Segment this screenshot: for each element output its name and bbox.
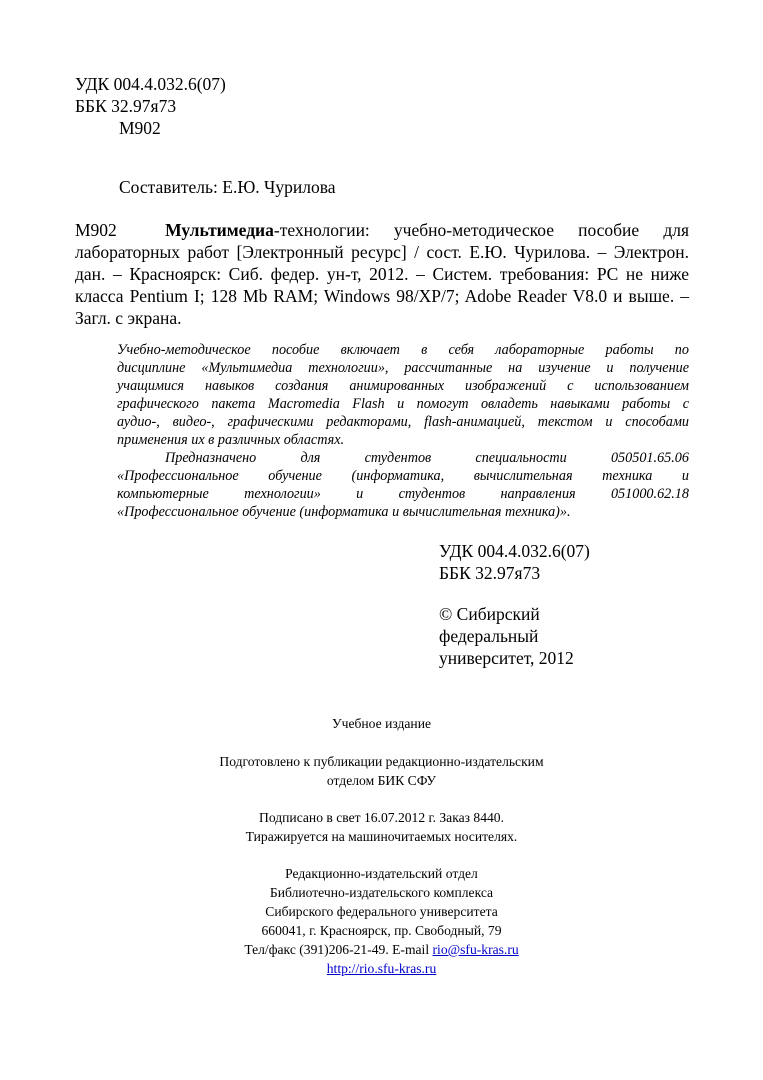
bbk-code: ББК 32.97я73 — [75, 96, 177, 116]
address: 660041, г. Красноярск, пр. Свободный, 79 — [261, 923, 502, 938]
phone-fax: Тел/факс (391)206-21-49. E-mail — [244, 942, 433, 957]
signed-info: Подписано в свет 16.07.2012 г. Заказ 8440. — [259, 810, 504, 825]
bib-title-bold: Мультимедиа — [165, 220, 274, 240]
author-mark: М902 — [119, 118, 161, 138]
prepared-line-1: Подготовлено к публикации редакционно-издательским — [219, 754, 544, 769]
bib-line-4: класса Pentium I; 128 Mb RAM; Windows 98/XP/7; Adobe Reader V8.0 и выше. – — [75, 286, 689, 306]
dept-line-3: Сибирского федерального университета — [265, 904, 498, 919]
copyright-line-1: © Сибирский — [439, 604, 540, 624]
abstract-line-4: графического пакета Macromedia Flash и помогут овладеть навыками работы с — [117, 396, 689, 412]
purpose-line-3: компьютерные технологии» и студентов направления 051000.62.18 — [117, 486, 689, 502]
bib-line-2: лабораторных работ [Электронный ресурс] / сост. Е.Ю. Чурилова. – Электрон. — [75, 242, 689, 262]
abstract-line-3: учащимися навыков создания анимированных изображений с использованием — [117, 378, 689, 394]
website-line — [0, 959, 763, 978]
purpose-line-4: «Профессиональное обучение (информатика и вычислительная техника)». — [117, 504, 571, 520]
compiler: Составитель: Е.Ю. Чурилова — [119, 177, 336, 197]
dept-line-2: Библиотечно-издательского комплекса — [269, 885, 494, 900]
copies-info: Тиражируется на машиночитаемых носителях. — [245, 829, 518, 844]
bib-title-rest: -технологии: учебно-методическое пособие для — [273, 220, 690, 240]
udk-code-right: УДК 004.4.032.6(07) — [439, 541, 590, 561]
bib-code: М902 — [75, 220, 117, 240]
dept-line-1: Редакционно-издательский отдел — [285, 866, 478, 881]
website-link[interactable]: http://rio.sfu-kras.ru — [326, 961, 437, 976]
abstract-line-6: применения их в различных областях. — [117, 432, 345, 448]
udk-code: УДК 004.4.032.6(07) — [75, 74, 226, 94]
bib-line-5: Загл. с экрана. — [75, 308, 182, 328]
copyright-line-2: федеральный — [439, 626, 539, 646]
copyright-line-3: университет, 2012 — [439, 648, 574, 668]
email-link[interactable]: rio@sfu-kras.ru — [432, 942, 519, 957]
abstract-line-2: дисциплине «Мультимедиа технологии», рассчитанные на изучение и получение — [117, 360, 689, 376]
purpose-line-1: Предназначено для студентов специальности 050501.65.06 — [165, 450, 689, 466]
edition-type: Учебное издание — [331, 716, 431, 731]
contact-line — [0, 940, 763, 959]
bib-line-3: дан. – Красноярск: Сиб. федер. ун-т, 2012. – Систем. требования: PC не ниже — [75, 264, 689, 284]
abstract-line-1: Учебно-методическое пособие включает в себя лабораторные работы по — [117, 342, 689, 358]
bbk-code-right: ББК 32.97я73 — [439, 563, 541, 583]
abstract-line-5: аудио-, видео-, графическими редакторами, flash-анимацией, текстом и способами — [117, 414, 689, 430]
purpose-line-2: «Профессиональное обучение (информатика, вычислительная техника и — [117, 468, 689, 484]
bib-line-1 — [75, 219, 689, 241]
prepared-line-2: отделом БИК СФУ — [326, 773, 437, 788]
